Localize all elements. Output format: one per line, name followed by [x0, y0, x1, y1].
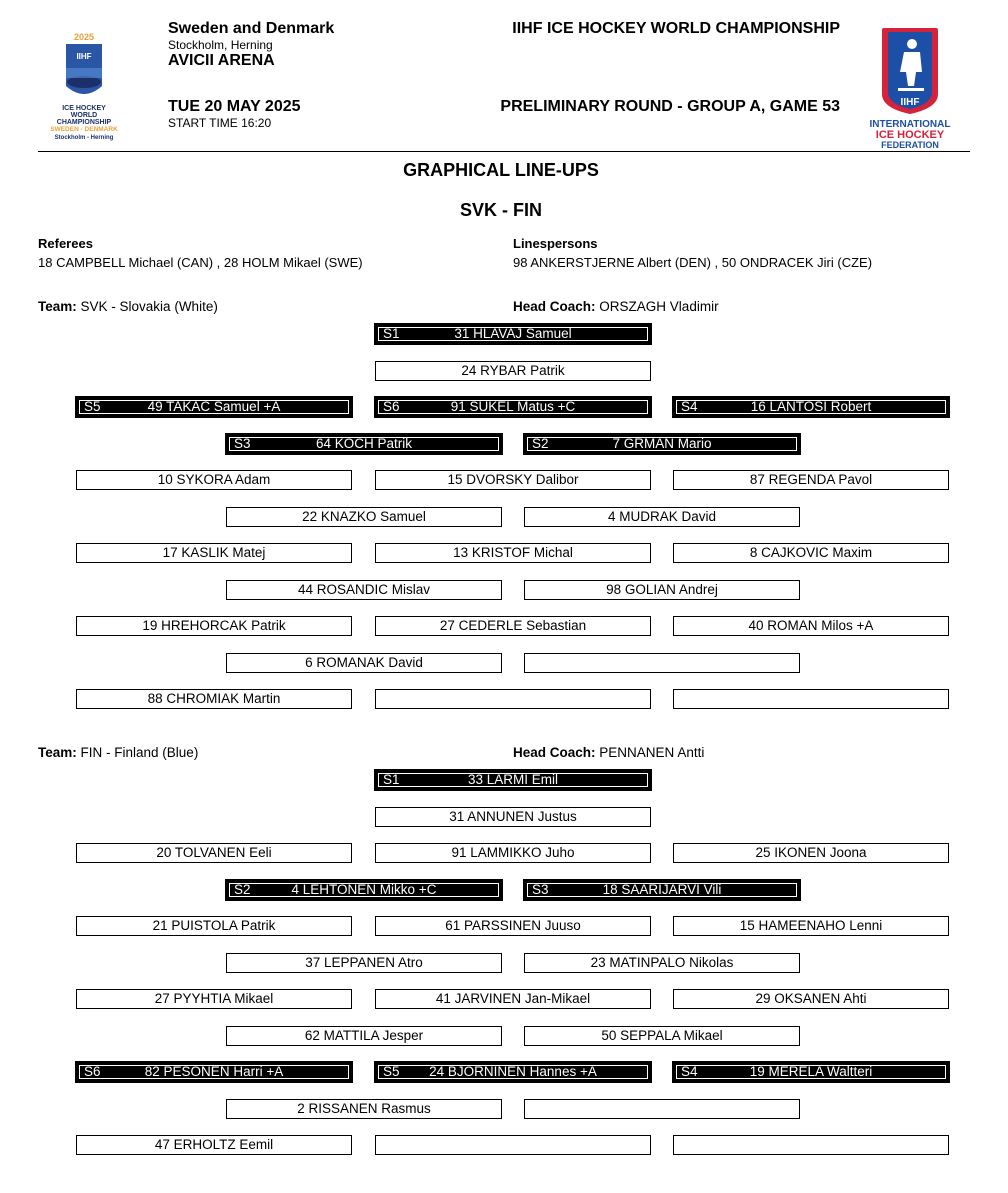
position-code: S4 — [681, 1064, 698, 1079]
position-code: S2 — [532, 435, 549, 451]
team-fin-header — [38, 745, 198, 760]
svk-player-slot — [76, 543, 352, 563]
player-name: 2 RISSANEN Rasmus — [297, 1100, 431, 1116]
coach-label: Head Coach: — [513, 745, 596, 760]
svk-player-slot — [524, 507, 800, 527]
fin-player-slot — [76, 1135, 352, 1155]
player-name: 8 CAJKOVIC Maxim — [749, 545, 873, 560]
player-name: 4 LEHTONEN Mikko +C — [291, 881, 437, 897]
player-name: 49 TAKAC Samuel +A — [147, 399, 281, 414]
svk-player-slot — [226, 434, 502, 454]
svk-player-slot — [673, 543, 949, 563]
player-name: 82 PESONEN Harri +A — [144, 1064, 284, 1079]
fin-player-slot — [673, 1135, 949, 1155]
fin-player-slot — [673, 1062, 949, 1082]
team-svk-name: SVK - Slovakia (White) — [80, 299, 218, 314]
player-name: 87 REGENDA Pavol — [749, 472, 873, 487]
coach-fin-header — [513, 745, 704, 760]
player-name: 31 ANNUNEN Justus — [449, 808, 577, 824]
logo-right-brand: IIHF — [900, 97, 920, 108]
fin-player-slot — [375, 843, 651, 863]
player-name: 24 RYBAR Patrik — [461, 362, 565, 378]
svk-player-slot — [375, 397, 651, 417]
player-name: 44 ROSANDIC Mislav — [297, 581, 431, 597]
player-name: 19 HREHORCAK Patrik — [142, 618, 286, 633]
fin-player-slot — [76, 843, 352, 863]
fin-player-slot — [76, 1062, 352, 1082]
svk-player-slot — [673, 397, 949, 417]
player-name: 33 LARMI Emil — [467, 772, 559, 787]
header-divider — [38, 151, 970, 152]
svk-player-slot — [375, 361, 651, 381]
player-name: 31 HLAVAJ Samuel — [454, 326, 572, 341]
team-fin-name: FIN - Finland (Blue) — [80, 745, 199, 760]
player-name: 91 SUKEL Matus +C — [450, 399, 576, 414]
fin-player-slot — [673, 989, 949, 1009]
fin-player-slot — [375, 770, 651, 790]
svk-player-slot — [375, 689, 651, 709]
player-name: 24 BJORNINEN Hannes +A — [429, 1064, 597, 1079]
fin-player-slot — [673, 843, 949, 863]
team-label: Team: — [38, 299, 77, 314]
player-name: 10 SYKORA Adam — [157, 472, 271, 487]
iihf-logo — [862, 24, 958, 152]
linespersons-list: 98 ANKERSTJERNE Albert (DEN) , 50 ONDRACEK Jiri (CZE) — [513, 255, 873, 270]
fin-player-slot — [76, 916, 352, 936]
svk-player-slot — [673, 689, 949, 709]
svk-player-slot — [76, 689, 352, 709]
match-title: SVK - FIN — [459, 200, 542, 220]
document-title: GRAPHICAL LINE-UPS — [403, 160, 599, 180]
player-name: 29 OKSANEN Ahti — [755, 991, 867, 1006]
championship-logo — [36, 28, 132, 148]
logo-line3: CHAMPIONSHIP — [56, 119, 112, 126]
fin-player-slot — [226, 1026, 502, 1046]
logo-line5: Stockholm - Herning — [54, 135, 114, 141]
player-name: 62 MATTILA Jesper — [304, 1027, 424, 1043]
player-name: 7 GRMAN Mario — [612, 435, 712, 451]
player-name: 98 GOLIAN Andrej — [606, 581, 718, 597]
player-name: 21 PUISTOLA Patrik — [152, 918, 276, 933]
logo-year: 2025 — [73, 32, 95, 42]
svk-player-slot — [375, 470, 651, 490]
svk-player-slot — [226, 653, 502, 673]
player-name: 15 DVORSKY Dalibor — [447, 472, 579, 487]
logo-brand: IIHF — [76, 52, 92, 61]
player-name: 88 CHROMIAK Martin — [147, 691, 281, 706]
player-name: 16 LANTOSI Robert — [750, 399, 872, 414]
svk-player-slot — [76, 397, 352, 417]
fin-player-slot — [524, 880, 800, 900]
player-name: 19 MERELA Waltteri — [749, 1064, 873, 1079]
host-countries: Sweden and Denmark — [168, 20, 335, 37]
player-name: 47 ERHOLTZ Eemil — [154, 1137, 274, 1152]
position-code: S1 — [383, 326, 400, 341]
svk-player-slot — [524, 580, 800, 600]
arena-name: AVICII ARENA — [168, 52, 275, 69]
player-name: 4 MUDRAK David — [607, 508, 717, 524]
fin-player-slot — [226, 1099, 502, 1119]
game-date: TUE 20 MAY 2025 — [168, 98, 301, 115]
svk-player-slot — [226, 580, 502, 600]
player-name: 22 KNAZKO Samuel — [302, 508, 426, 524]
svk-player-slot — [524, 653, 800, 673]
player-name: 17 KASLIK Matej — [162, 545, 266, 560]
player-name: 27 PYYHTIA Mikael — [154, 991, 274, 1006]
start-time: START TIME 16:20 — [168, 116, 272, 130]
svk-player-slot — [673, 616, 949, 636]
player-name: 25 IKONEN Joona — [755, 845, 867, 860]
fin-player-slot — [673, 916, 949, 936]
player-name: 40 ROMAN Milos +A — [748, 618, 874, 633]
player-name: 64 KOCH Patrik — [315, 435, 413, 451]
player-name: 18 SAARIJARVI Vili — [602, 881, 722, 897]
coach-svk-name: ORSZAGH Vladimir — [599, 299, 719, 314]
player-name: 27 CEDERLE Sebastian — [439, 618, 587, 633]
player-name: 23 MATINPALO Nikolas — [590, 954, 734, 970]
championship-title: IIHF ICE HOCKEY WORLD CHAMPIONSHIP — [512, 20, 840, 37]
coach-svk-header — [513, 299, 719, 314]
position-code: S3 — [234, 435, 251, 451]
position-code: S2 — [234, 881, 251, 897]
player-name: 6 ROMANAK David — [305, 654, 423, 670]
svk-player-slot — [375, 543, 651, 563]
position-code: S5 — [383, 1064, 400, 1079]
fin-player-slot — [524, 1026, 800, 1046]
svk-player-slot — [226, 507, 502, 527]
svk-player-slot — [375, 324, 651, 344]
position-code: S5 — [84, 399, 101, 414]
player-name: 41 JARVINEN Jan-Mikael — [435, 991, 591, 1006]
fin-player-slot — [375, 807, 651, 827]
player-name: 20 TOLVANEN Eeli — [156, 845, 272, 860]
fin-player-slot — [524, 1099, 800, 1119]
coach-label: Head Coach: — [513, 299, 596, 314]
position-code: S4 — [681, 399, 698, 414]
player-name: 50 SEPPALA Mikael — [601, 1027, 723, 1043]
referees-list: 18 CAMPBELL Michael (CAN) , 28 HOLM Mikael (SWE) — [38, 255, 363, 270]
position-code: S3 — [532, 881, 549, 897]
fin-player-slot — [524, 953, 800, 973]
coach-fin-name: PENNANEN Antti — [599, 745, 705, 760]
fin-player-slot — [76, 989, 352, 1009]
svk-player-slot — [76, 616, 352, 636]
position-code: S6 — [84, 1064, 101, 1079]
fin-player-slot — [375, 1062, 651, 1082]
team-svk-header — [38, 299, 218, 314]
player-name: 61 PARSSINEN Juuso — [445, 918, 581, 933]
player-name: 91 LAMMIKKO Juho — [451, 845, 575, 860]
position-code: S1 — [383, 772, 400, 787]
logo-right-line1: INTERNATIONAL — [869, 119, 951, 130]
fin-player-slot — [375, 916, 651, 936]
logo-line2: WORLD — [70, 112, 98, 119]
team-label: Team: — [38, 745, 77, 760]
player-name: 37 LEPPANEN Atro — [305, 954, 423, 970]
linespersons-label: Linespersons — [513, 236, 598, 251]
position-code: S6 — [383, 399, 400, 414]
logo-right-line3: FEDERATION — [881, 140, 939, 150]
player-name: 13 KRISTOF Michal — [453, 545, 573, 560]
svk-player-slot — [375, 616, 651, 636]
svk-player-slot — [76, 470, 352, 490]
fin-player-slot — [375, 1135, 651, 1155]
host-cities: Stockholm, Herning — [168, 38, 273, 52]
logo-right-line2: ICE HOCKEY — [875, 129, 945, 141]
player-name: 15 HAMEENAHO Lenni — [739, 918, 883, 933]
referees-label: Referees — [38, 236, 93, 251]
logo-line4: SWEDEN - DENMARK — [50, 126, 118, 133]
logo-line1: ICE HOCKEY — [62, 105, 106, 112]
fin-player-slot — [226, 953, 502, 973]
fin-player-slot — [226, 880, 502, 900]
svk-player-slot — [673, 470, 949, 490]
fin-player-slot — [375, 989, 651, 1009]
round-title: PRELIMINARY ROUND - GROUP A, GAME 53 — [500, 98, 840, 115]
svk-player-slot — [524, 434, 800, 454]
